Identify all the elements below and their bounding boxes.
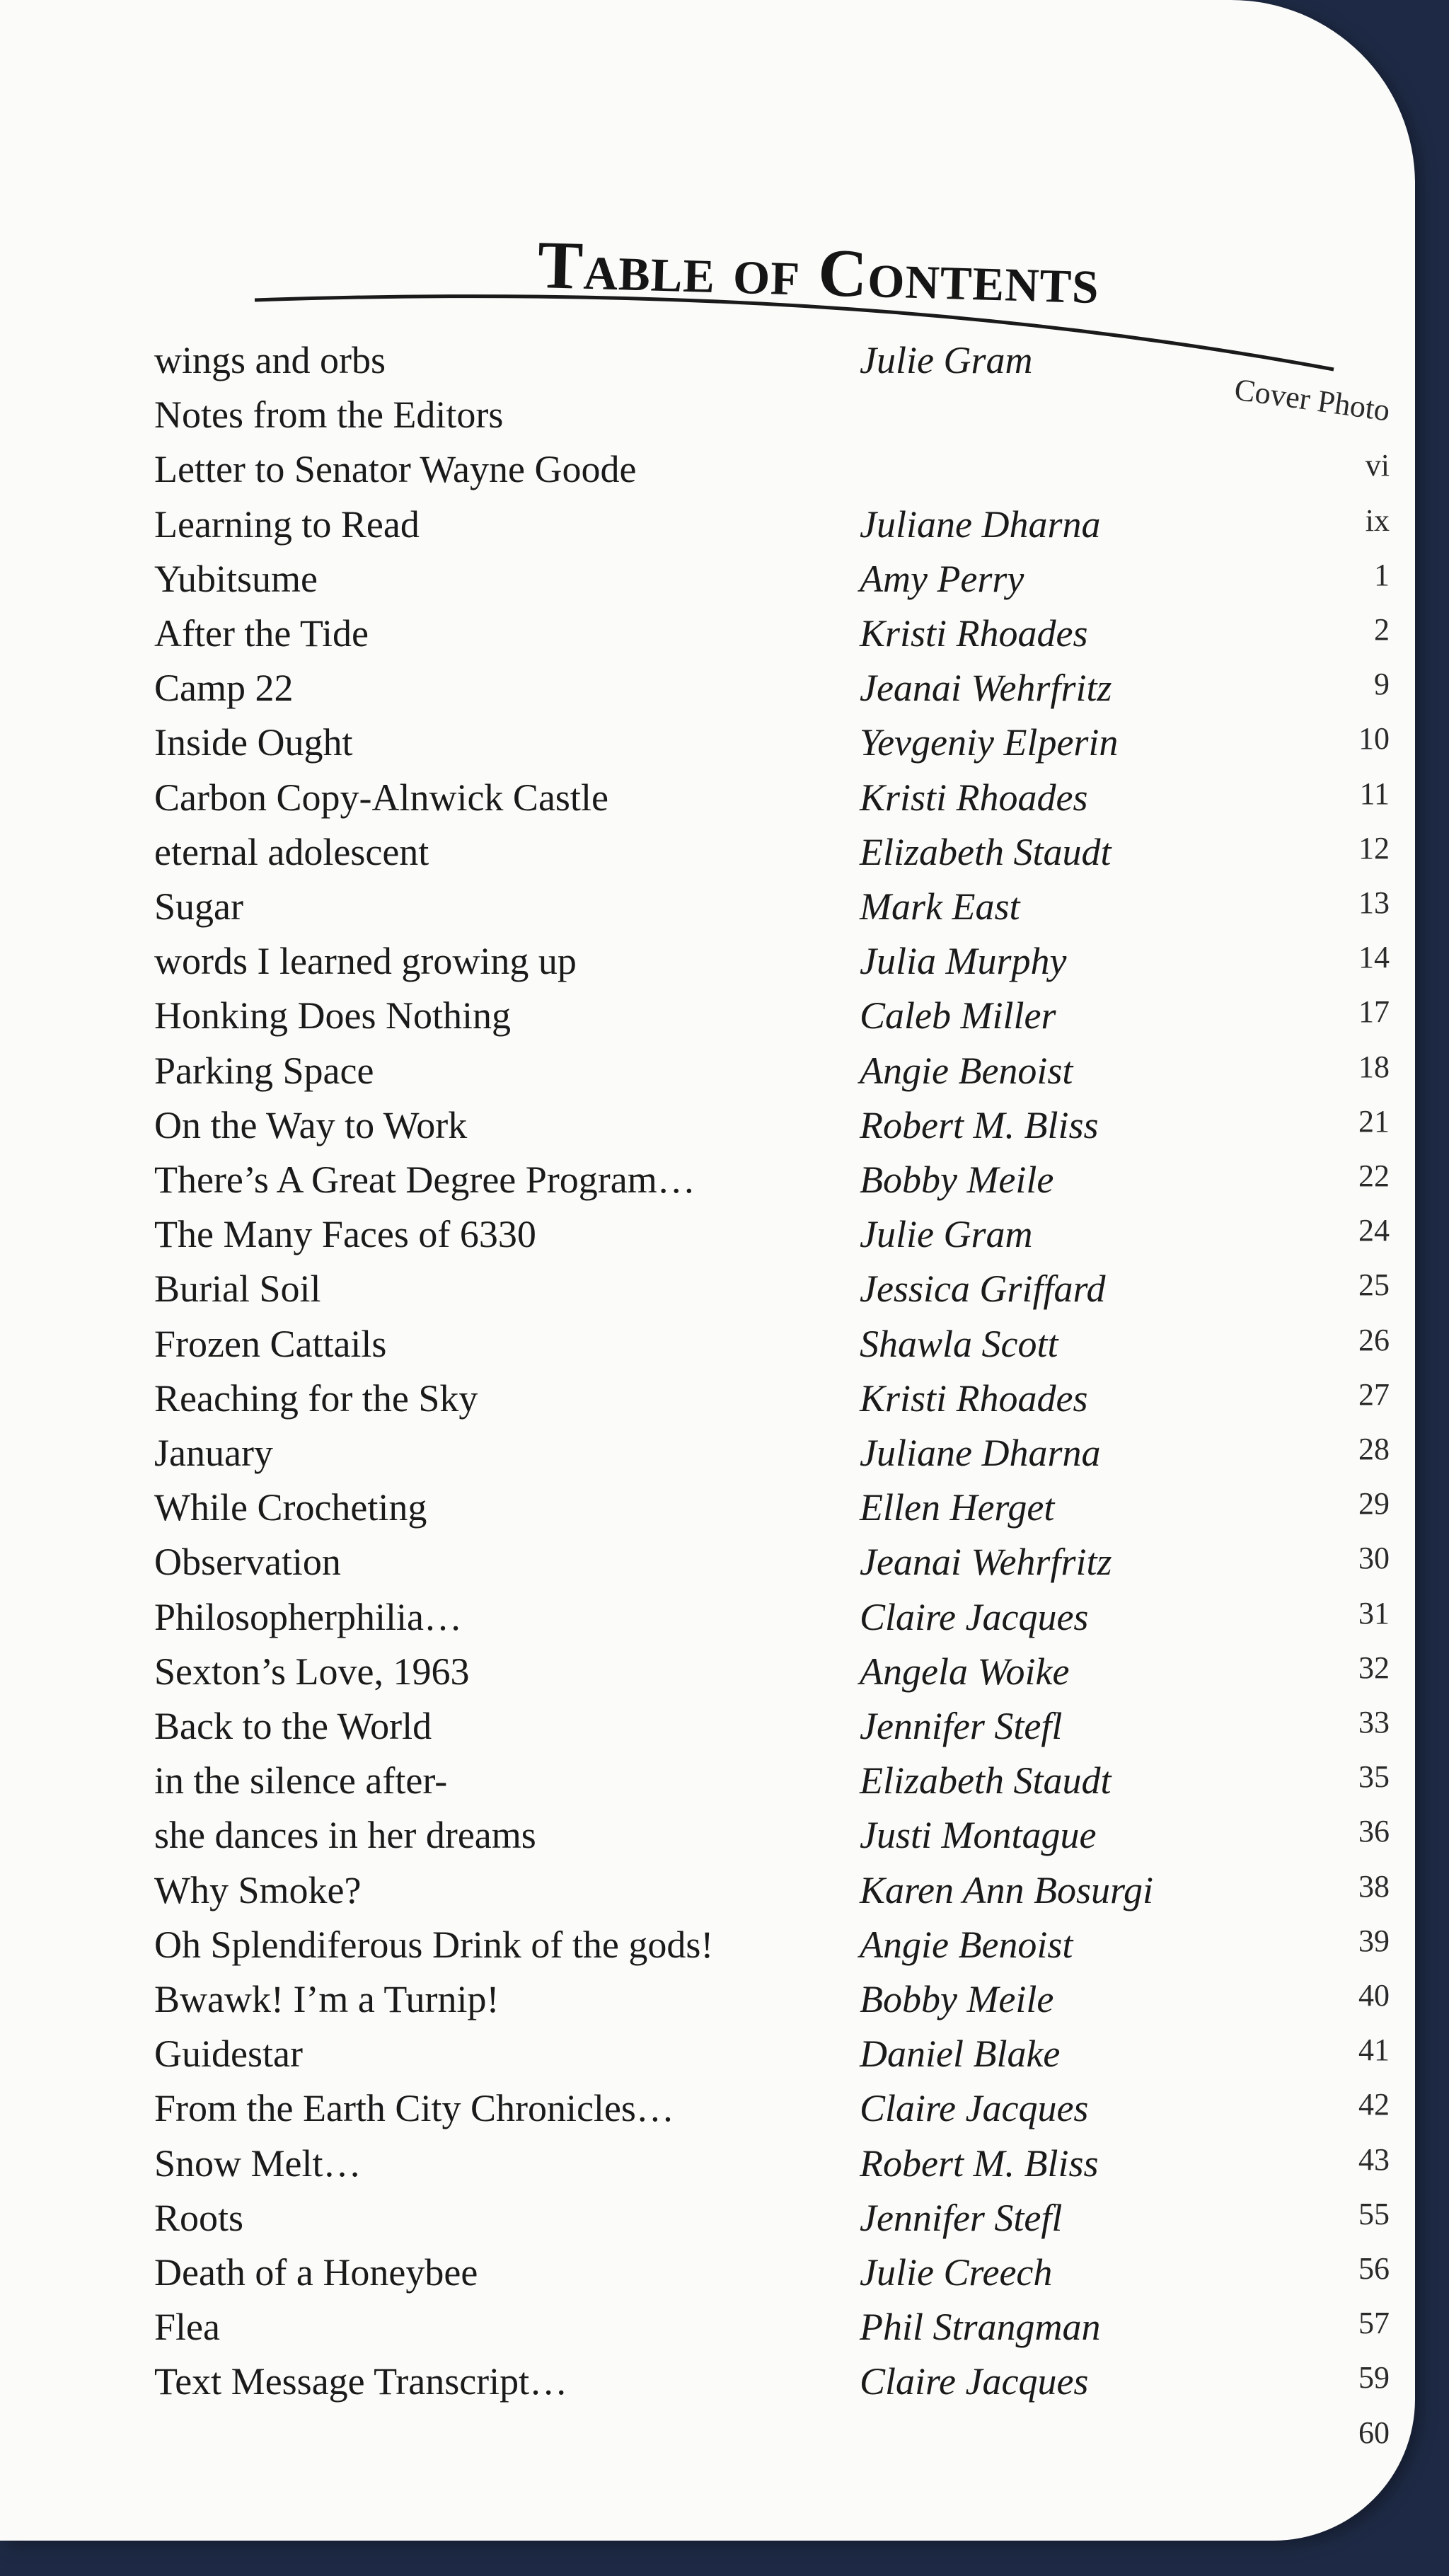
toc-entry [0,1650,1449,1703]
toc-entry-page: 2 [1374,612,1390,647]
toc-entry-page: 21 [1358,1103,1390,1139]
toc-entry [0,1158,1449,1212]
toc-entry-author: Shawla Scott [860,1322,1058,1365]
toc-entry [0,1049,1449,1103]
toc-entry-author: Julie Gram [860,339,1033,381]
toc-entry-title: Back to the World [154,1705,432,1747]
toc-entry [0,2032,1449,2086]
toc-entry-author: Claire Jacques [860,1595,1089,1638]
toc-entry [0,2141,1449,2195]
toc-entry-author: Claire Jacques [860,2087,1089,2130]
toc-entry-author: Jeanai Wehrfritz [860,1541,1112,1584]
toc-entry-author: Jessica Griffard [860,1267,1106,1311]
toc-entry-title: From the Earth City Chronicles… [154,2087,674,2130]
toc-entry-title: Why Smoke? [154,1868,362,1911]
toc-entry-title: Learning to Read [154,502,420,546]
toc-entry-author: Bobby Meile [860,1158,1054,1201]
toc-entry-title: After the Tide [154,612,369,655]
toc-entry-author: Justi Montague [860,1814,1097,1857]
toc-entry-title: eternal adolescent [154,830,429,873]
toc-entry-title: Bwawk! I’m a Turnip! [154,1978,500,2020]
toc-entry [0,2250,1449,2304]
toc-entry-page: 35 [1358,1759,1390,1795]
toc-entry-author: Julie Gram [860,1213,1033,1256]
toc-entry-title: she dances in her dreams [154,1814,536,1857]
toc-entry [0,502,1449,556]
toc-entry-author: Juliane Dharna [860,1432,1101,1474]
toc-entry-title: Frozen Cattails [154,1322,387,1365]
toc-entry [0,2359,1449,2413]
toc-entry-author: Robert M. Bliss [860,1103,1099,1146]
toc-entry [0,1267,1449,1321]
toc-entry-title: January [154,1432,273,1474]
toc-entry-title: in the silence after- [154,1759,448,1802]
toc-entry [0,1322,1449,1376]
toc-entry-page: 12 [1358,830,1390,866]
toc-entry-author: Amy Perry [860,557,1024,600]
toc-entry-page: 27 [1358,1376,1390,1412]
toc-entry-author: Caleb Miller [860,994,1056,1037]
toc-entry [0,1868,1449,1922]
toc-entry-page: vi [1365,448,1390,483]
toc-entry-title: Guidestar [154,2032,303,2076]
toc-entry [0,611,1449,665]
toc-entry-author: Claire Jacques [860,2360,1089,2403]
toc-entry-page: 36 [1358,1814,1390,1849]
toc-entry-author: Angela Woike [860,1650,1070,1693]
toc-entry-author: Juliane Dharna [860,502,1101,546]
toc-entry-title: Carbon Copy-Alnwick Castle [154,776,608,819]
toc-entry-page: 30 [1358,1541,1390,1576]
toc-entry-author: Angie Benoist [860,1923,1073,1966]
toc-entry [0,666,1449,720]
toc-entry-page: 31 [1358,1595,1390,1631]
toc-entry [0,720,1449,774]
toc-entry-page: 13 [1358,885,1390,920]
toc-entry-page: 57 [1358,2306,1390,2341]
toc-entry-author: Jennifer Stefl [860,2196,1063,2239]
toc-entry [0,1759,1449,1812]
toc-entry [0,372,1449,447]
toc-entry-title: Inside Ought [154,721,353,764]
toc-entry [0,939,1449,993]
toc-entry-title: Camp 22 [154,667,294,710]
toc-entry [0,830,1449,884]
toc-entry-title: Oh Splendiferous Drink of the gods! [154,1923,714,1966]
toc-entry-author: Jennifer Stefl [860,1705,1063,1747]
toc-entry-title: Yubitsume [154,557,318,600]
toc-entry-page: Cover Photo [1232,372,1392,428]
toc-entry [0,885,1449,938]
toc-entry-page: 17 [1358,994,1390,1030]
toc-entry-page: 26 [1358,1322,1390,1357]
toc-entry [0,1485,1449,1539]
toc-entry-author: Mark East [860,885,1020,928]
toc-entry-page: 59 [1358,2360,1390,2396]
toc-entry [0,338,1449,392]
toc-entry-page: 10 [1358,721,1390,757]
toc-entry-title: Flea [154,2306,220,2349]
toc-entry [0,1376,1449,1430]
toc-entry-page: 42 [1358,2087,1390,2122]
toc-entry [0,1212,1449,1266]
toc-entry-title: Philosopherphilia… [154,1595,462,1638]
toc-entry-page: 43 [1358,2141,1390,2177]
toc-entry-title: Observation [154,1541,341,1584]
toc-entry [0,2305,1449,2359]
toc-entry-title: On the Way to Work [154,1103,468,1146]
toc-entry [0,1595,1449,1649]
toc-entry-author: Kristi Rhoades [860,776,1088,819]
toc-entry [0,557,1449,611]
toc-entry-author: Julia Murphy [860,940,1067,983]
toc-entry-page: 1 [1374,557,1390,592]
toc-entry-author: Elizabeth Staudt [860,1759,1112,1802]
toc-entry [0,776,1449,829]
toc-entry-title: Snow Melt… [154,2141,362,2185]
toc-entry-page: 55 [1358,2196,1390,2231]
toc-entry-title: Sugar [154,885,243,928]
toc-entry-title: Letter to Senator Wayne Goode [154,448,637,491]
toc-entry-author: Karen Ann Bosurgi [860,1868,1154,1911]
toc-entry-title: There’s A Great Degree Program… [154,1158,695,1201]
toc-entry-page: 9 [1374,667,1390,702]
toc-entry-title: While Crocheting [154,1486,427,1529]
toc-entry-page: 22 [1358,1158,1390,1193]
toc-entry-author: Daniel Blake [860,2032,1061,2076]
toc-entry-author: Robert M. Bliss [860,2141,1099,2185]
toc-entry-page: 11 [1359,776,1390,811]
toc-entry-author: Ellen Herget [860,1486,1055,1529]
toc-entry [0,2415,1449,2468]
toc-entry-page: 14 [1358,940,1390,975]
toc-entry-title: Death of a Honeybee [154,2251,478,2294]
toc-entry-page: 39 [1358,1923,1390,1958]
toc-entry-page: 60 [1358,2415,1390,2450]
toc-entry [0,1923,1449,1977]
toc-entry-page: 41 [1358,2032,1390,2068]
toc-entry-page: 40 [1358,1978,1390,2013]
toc-entry-page: 24 [1358,1213,1390,1248]
toc-entry-page: 33 [1358,1705,1390,1740]
toc-entry [0,1103,1449,1157]
toc-entry-title: Reaching for the Sky [154,1376,478,1420]
toc-entry-author: Phil Strangman [860,2306,1101,2349]
toc-entry-page: 56 [1358,2251,1390,2286]
page-title: Table of Contents [536,226,1101,318]
toc-entry-author: Elizabeth Staudt [860,830,1112,873]
toc-entry [0,447,1449,501]
toc-entry [0,1431,1449,1485]
toc-entry-title: Honking Does Nothing [154,994,511,1037]
toc-entry-title: The Many Faces of 6330 [154,1213,536,1256]
toc-entry [0,1977,1449,2031]
toc-entry-page: 28 [1358,1432,1390,1466]
toc-entry [0,1540,1449,1594]
toc-entry [0,2196,1449,2250]
toc-entry-title: Roots [154,2196,244,2239]
toc-entry-author: Yevgeniy Elperin [860,721,1119,764]
toc-entry-author: Kristi Rhoades [860,612,1088,655]
toc-entry-title: wings and orbs [154,339,386,381]
toc-entry-author: Jeanai Wehrfritz [860,667,1112,710]
toc-entry-title: Parking Space [154,1049,374,1092]
toc-entry-page: 29 [1358,1486,1390,1522]
toc-entry-page: 32 [1358,1650,1390,1685]
toc-entry-page: 38 [1358,1868,1390,1904]
toc-entry-author: Bobby Meile [860,1978,1054,2020]
toc-entry-title: words I learned growing up [154,940,577,983]
toc-entry-title: Sexton’s Love, 1963 [154,1650,470,1693]
toc-entry-title: Notes from the Editors [154,393,504,437]
toc-entry-title: Text Message Transcript… [154,2360,568,2403]
toc-entry-author: Kristi Rhoades [860,1376,1088,1420]
toc-entry-author: Julie Creech [860,2251,1053,2294]
toc-entry [0,1813,1449,1867]
toc-entry [0,2086,1449,2140]
toc-entry-page: 25 [1358,1267,1390,1303]
toc-entry-page: ix [1365,502,1390,538]
toc-entry-title: Burial Soil [154,1267,321,1311]
toc-entry [0,1704,1449,1758]
toc-entry [0,994,1449,1047]
toc-entry-page: 18 [1358,1049,1390,1084]
toc-entry-author: Angie Benoist [860,1049,1073,1092]
